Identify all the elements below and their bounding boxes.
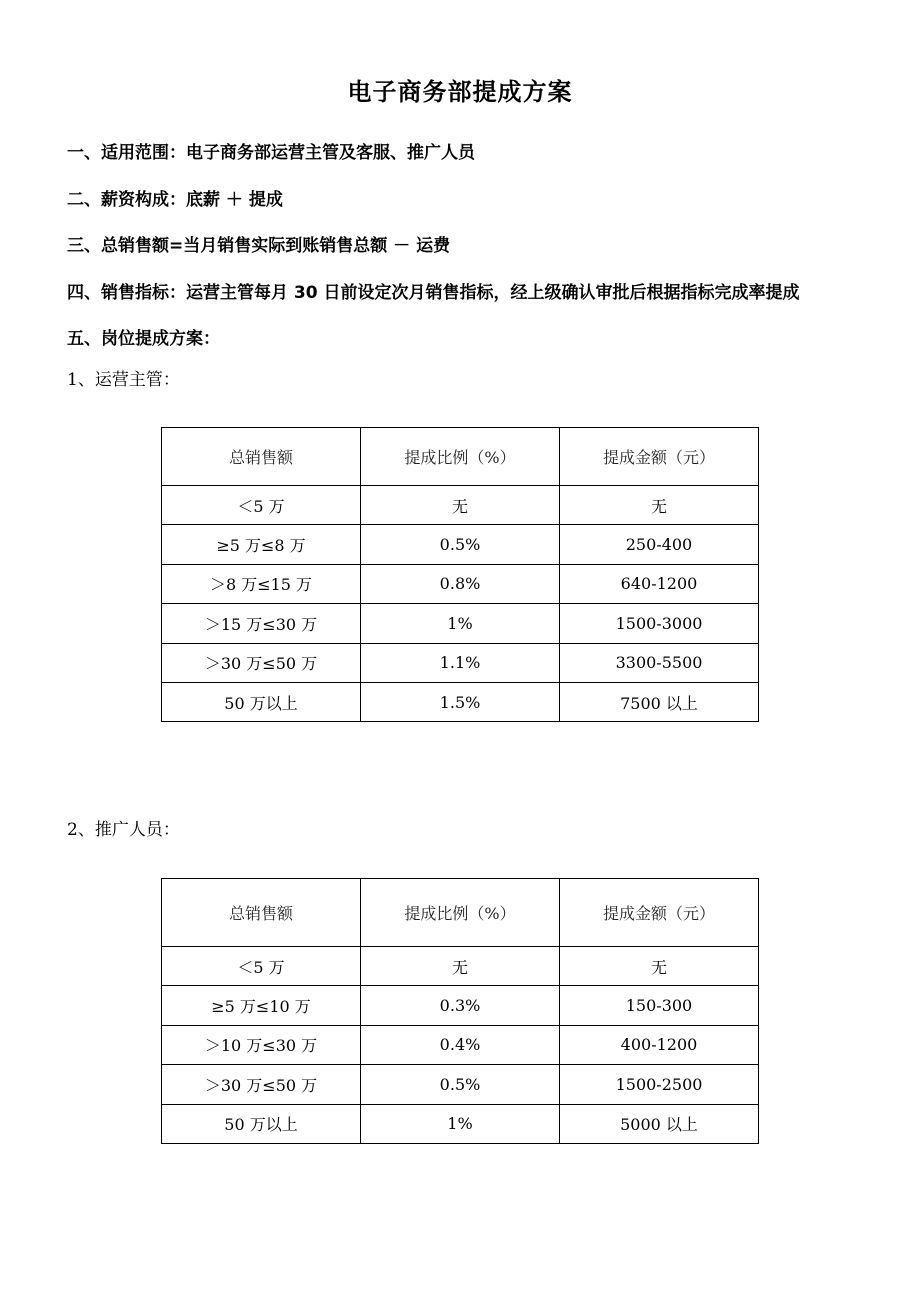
cell-commission-amount: 5000 以上 bbox=[560, 1104, 759, 1143]
table-header-row bbox=[162, 879, 759, 947]
page-title: 电子商务部提成方案 bbox=[347, 78, 573, 106]
section-operations-supervisor-heading: 1、运营主管： bbox=[67, 370, 180, 390]
table-header-row bbox=[162, 428, 759, 486]
table-row bbox=[162, 947, 759, 986]
scope-line: 一、适用范围：电子商务部运营主管及客服、推广人员 bbox=[67, 143, 475, 163]
commission-plan-heading: 五、岗位提成方案： bbox=[67, 329, 220, 349]
table-row bbox=[162, 564, 759, 603]
table-row bbox=[162, 1065, 759, 1104]
cell-total-sales: ＞8 万≤15 万 bbox=[162, 564, 361, 603]
table-row bbox=[162, 525, 759, 564]
cell-commission-rate: 0.5% bbox=[361, 1065, 560, 1104]
cell-commission-amount: 640-1200 bbox=[560, 564, 759, 603]
operations-supervisor-commission-table bbox=[161, 427, 759, 722]
cell-commission-rate: 1% bbox=[361, 1104, 560, 1143]
cell-total-sales: ≥5 万≤8 万 bbox=[162, 525, 361, 564]
cell-commission-amount: 无 bbox=[560, 947, 759, 986]
total-sales-definition-line: 三、总销售额=当月销售实际到账销售总额 － 运费 bbox=[67, 236, 451, 256]
header-commission-rate: 提成比例（%） bbox=[361, 879, 560, 947]
cell-commission-amount: 1500-3000 bbox=[560, 604, 759, 643]
header-total-sales: 总销售额 bbox=[162, 879, 361, 947]
table-row bbox=[162, 604, 759, 643]
cell-commission-rate: 0.5% bbox=[361, 525, 560, 564]
sales-target-line: 四、销售指标：运营主管每月 30 日前设定次月销售指标，经上级确认审批后根据指标完成率提成 bbox=[67, 283, 800, 303]
cell-total-sales: ＞15 万≤30 万 bbox=[162, 604, 361, 643]
cell-commission-rate: 1.1% bbox=[361, 643, 560, 682]
salary-structure-line: 二、薪资构成：底薪 ＋ 提成 bbox=[67, 190, 283, 210]
cell-total-sales: ＞30 万≤50 万 bbox=[162, 643, 361, 682]
cell-total-sales: ＞30 万≤50 万 bbox=[162, 1065, 361, 1104]
cell-total-sales: ≥5 万≤10 万 bbox=[162, 986, 361, 1025]
table-row bbox=[162, 682, 759, 721]
cell-commission-amount: 3300-5500 bbox=[560, 643, 759, 682]
cell-commission-rate: 无 bbox=[361, 486, 560, 525]
cell-commission-amount: 150-300 bbox=[560, 986, 759, 1025]
cell-commission-amount: 400-1200 bbox=[560, 1025, 759, 1064]
promotion-staff-commission-table bbox=[161, 878, 759, 1144]
cell-total-sales: 50 万以上 bbox=[162, 1104, 361, 1143]
table-row bbox=[162, 1104, 759, 1143]
table-row bbox=[162, 1025, 759, 1064]
cell-commission-amount: 250-400 bbox=[560, 525, 759, 564]
cell-total-sales: 50 万以上 bbox=[162, 682, 361, 721]
cell-commission-amount: 7500 以上 bbox=[560, 682, 759, 721]
cell-commission-amount: 1500-2500 bbox=[560, 1065, 759, 1104]
table-row bbox=[162, 486, 759, 525]
table-row bbox=[162, 643, 759, 682]
cell-total-sales: ＞10 万≤30 万 bbox=[162, 1025, 361, 1064]
cell-commission-amount: 无 bbox=[560, 486, 759, 525]
section-promotion-staff-heading: 2、推广人员： bbox=[67, 820, 180, 840]
cell-commission-rate: 0.8% bbox=[361, 564, 560, 603]
table-row bbox=[162, 986, 759, 1025]
cell-total-sales: ＜5 万 bbox=[162, 947, 361, 986]
header-commission-rate: 提成比例（%） bbox=[361, 428, 560, 486]
cell-commission-rate: 1% bbox=[361, 604, 560, 643]
cell-commission-rate: 无 bbox=[361, 947, 560, 986]
cell-commission-rate: 0.3% bbox=[361, 986, 560, 1025]
cell-total-sales: ＜5 万 bbox=[162, 486, 361, 525]
header-commission-amount: 提成金额（元） bbox=[560, 879, 759, 947]
header-total-sales: 总销售额 bbox=[162, 428, 361, 486]
header-commission-amount: 提成金额（元） bbox=[560, 428, 759, 486]
cell-commission-rate: 1.5% bbox=[361, 682, 560, 721]
cell-commission-rate: 0.4% bbox=[361, 1025, 560, 1064]
